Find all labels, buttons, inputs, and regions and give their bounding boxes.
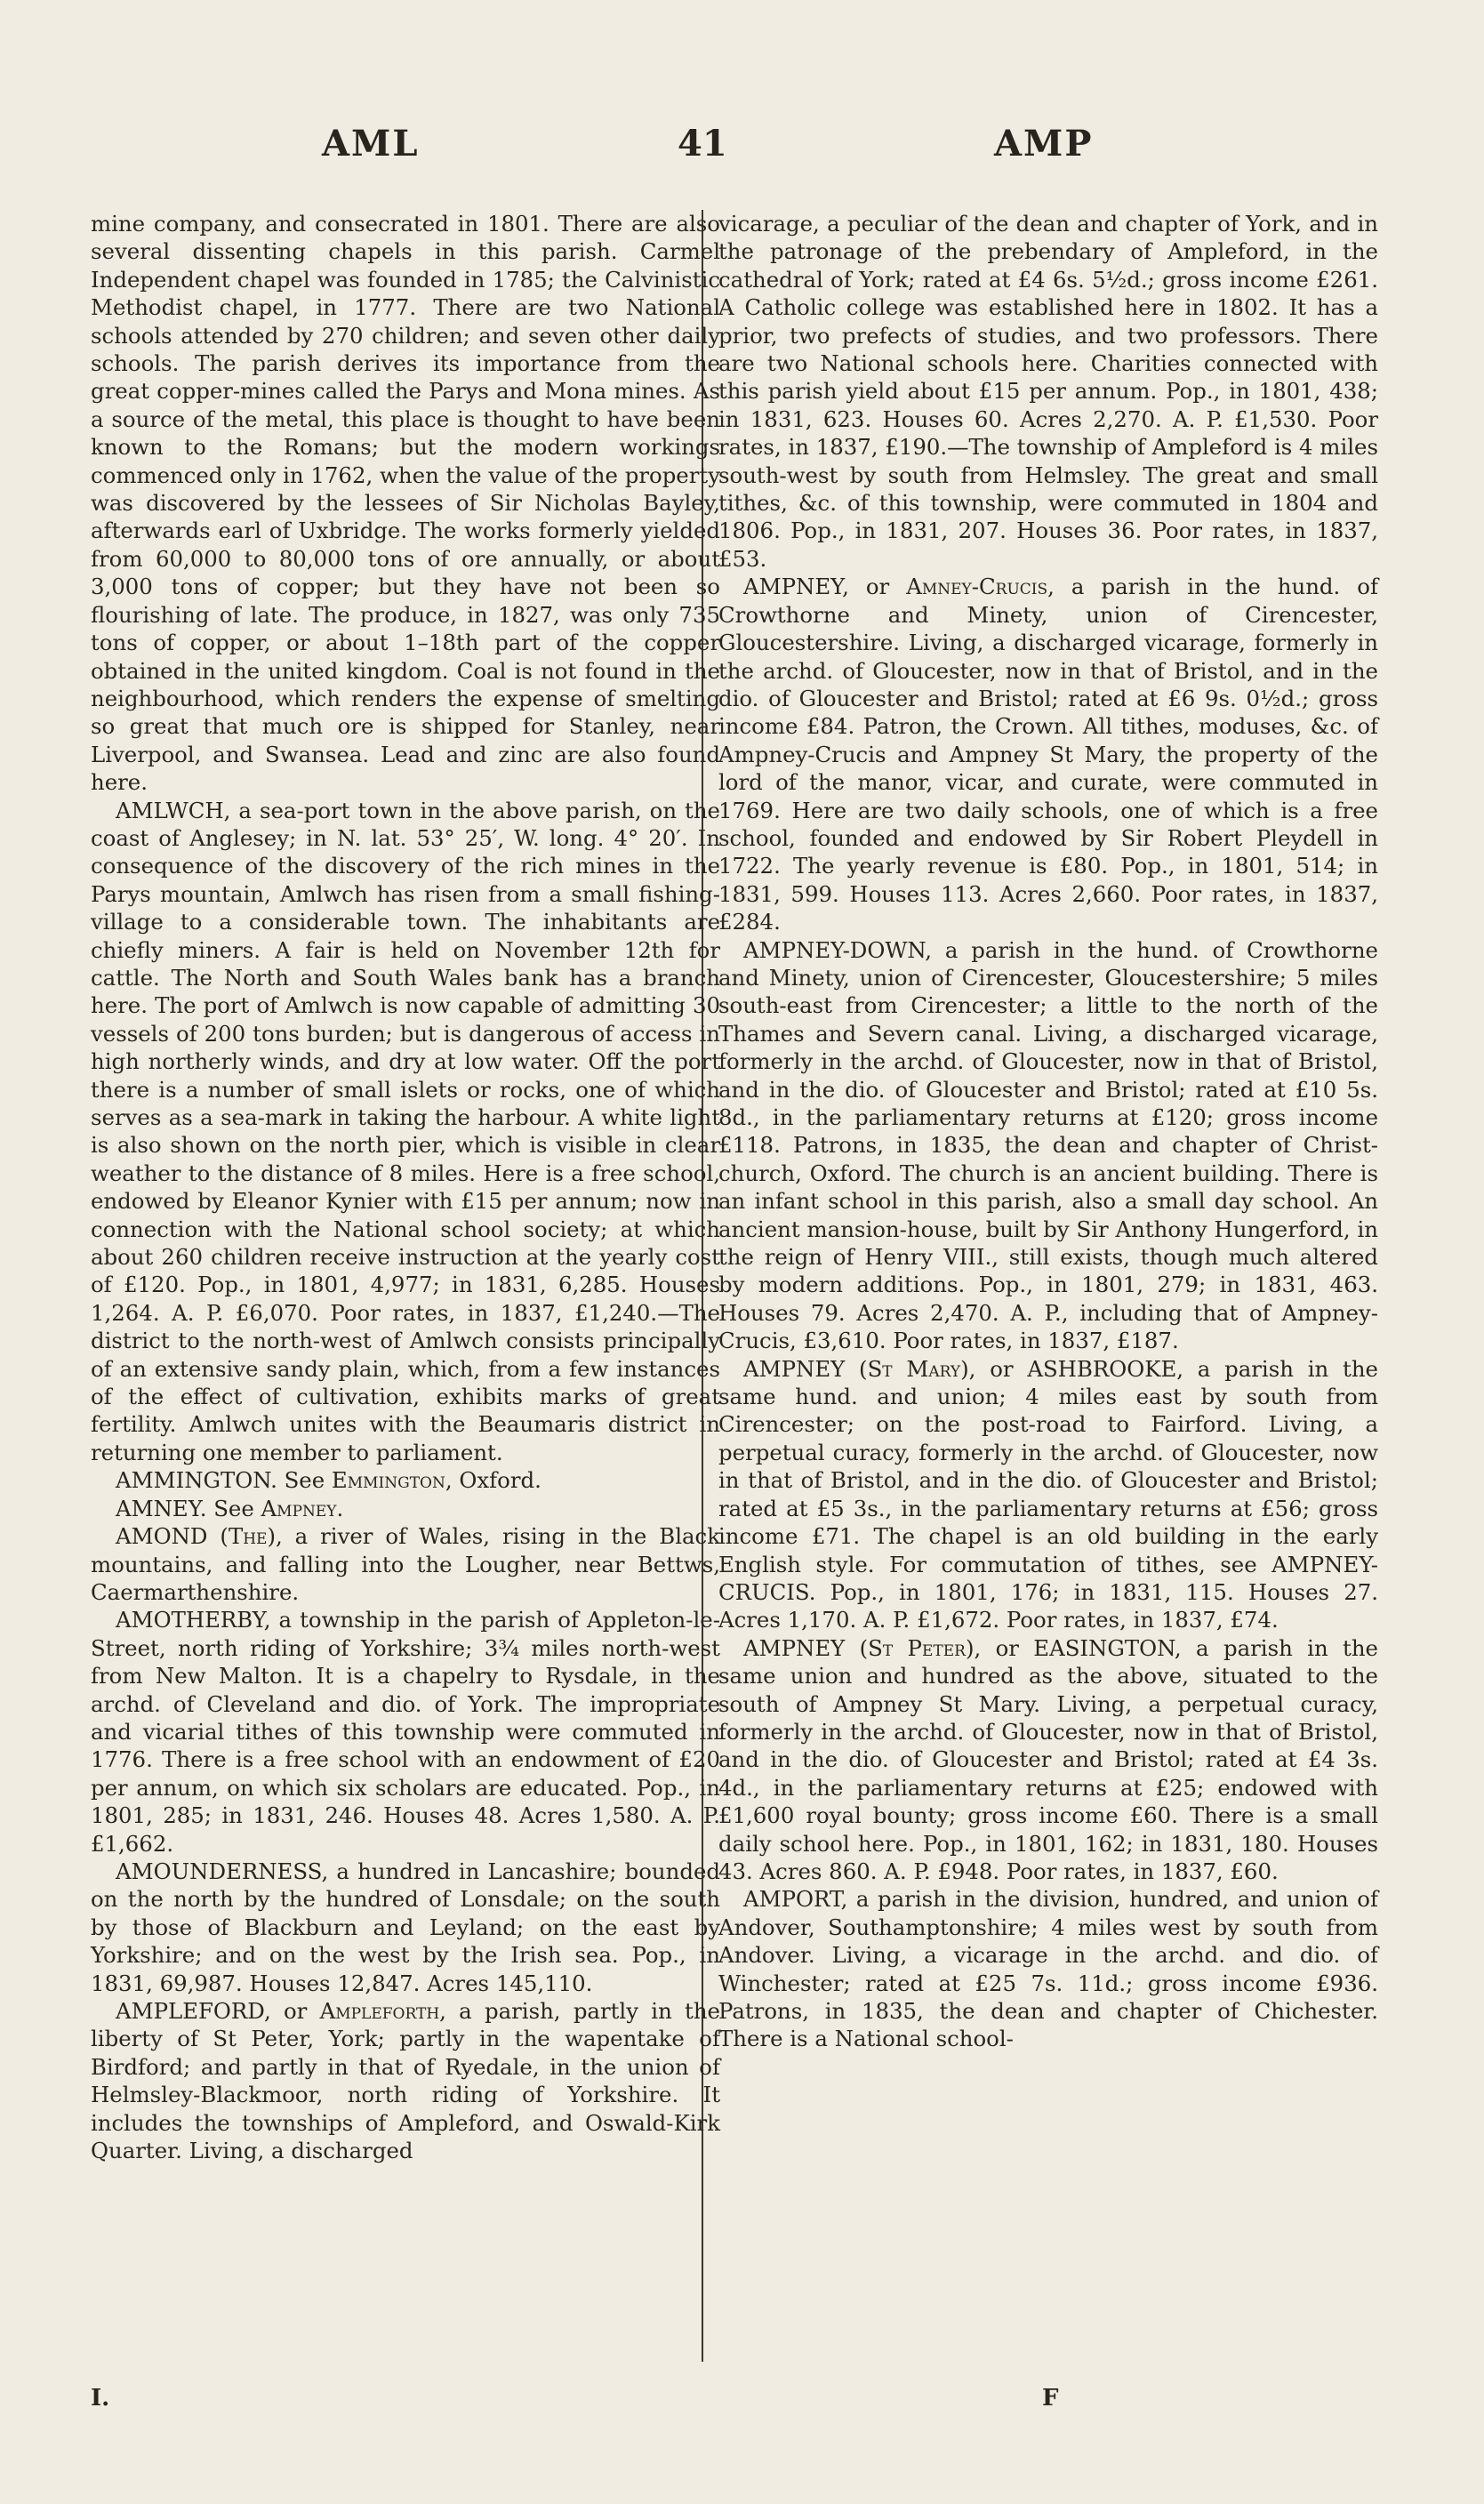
entry-headword: AMPLEFORD, (116, 1998, 271, 2024)
entry-joiner: or (848, 574, 907, 600)
entry-ampney (718, 573, 1378, 935)
entry-headword: AMLWCH, (116, 797, 231, 823)
entry-qualifier: St Mary (867, 1355, 961, 1382)
entry-amond (91, 1522, 720, 1606)
entry-headword: AMPNEY (743, 1634, 846, 1661)
entry-alt-name: Ampleforth, (319, 1998, 446, 2024)
entry-joiner: ( (845, 1355, 868, 1382)
entry-joiner: See (277, 1467, 332, 1494)
cross-reference: Ampney. (261, 1495, 344, 1521)
left-column (91, 210, 720, 2164)
entry-amotherby (91, 1606, 720, 1858)
entry-headword: AMMINGTON. (116, 1467, 277, 1494)
entry-joiner: ( (207, 1523, 229, 1550)
signature-mark-right: F (1042, 2385, 1059, 2412)
entry-amounderness (91, 1858, 720, 1997)
entry-amney (91, 1495, 720, 1522)
entry-qualifier: St Peter (868, 1634, 966, 1661)
entry-ampney-st-peter (718, 1634, 1378, 1886)
entry-headword: AMNEY. (116, 1495, 207, 1521)
entry-body: a hundred in Lancashire; bounded on the north by the hundred of Lonsdale; on the south by those of Blackburn and Leyland; on the east by Yorkshire; and on the west by the Irish sea. Pop., in 1831, 69,987. Houses 12,847. Acres 145,110. (91, 1858, 720, 1996)
continuation-paragraph: mine company, and consecrated in 1801. There are also several dissenting chapels in this parish. Carmel Independent chapel was founded in 1785; the Calvinistic Methodist chapel, in 1777. There are two National schools attended by 270 children; and seven other daily schools. The parish derives its importance from the great copper-mines called the Parys and Mona mines. As a source of the metal, this place is thought to have been known to the Romans; but the modern workings commenced only in 1762, when the value of the property was discovered by the lessees of Sir Nicholas Bayley, afterwards earl of Uxbridge. The works formerly yielded from 60,000 to 80,000 tons of ore annually, or about 3,000 tons of copper; but they have not been so flourishing of late. The produce, in 1827, was only 735 tons of copper, or about 1–18th part of the copper obtained in the united kingdom. Coal is not found in the neighbourhood, which renders the expense of smelting so great that much ore is shipped for Stanley, near Liverpool, and Swansea. Lead and zinc are also found here. (91, 211, 720, 796)
entry-body: a parish, partly in the liberty of St Peter, York; partly in the wapentake of Birdford; and partly in that of Ryedale, in the union of Helmsley-Blackmoor, north riding of Yorkshire. It includes the townships of Ampleford, and Oswald-Kirk Quarter. Living, a discharged (91, 1998, 720, 2164)
header-left-guide-word: AML (322, 123, 420, 165)
entry-body: Oxford. (452, 1467, 541, 1494)
right-column (718, 210, 1378, 2053)
signature-mark-left: I. (91, 2385, 110, 2412)
entry-amport (718, 1885, 1378, 2052)
entry-headword: AMPORT, (743, 1886, 848, 1913)
entry-body: ), a river of Wales, rising in the Black mountains, and falling into the Lougher, near Bettws, Caermarthenshire. (91, 1523, 720, 1605)
header-right-guide-word: AMP (994, 123, 1094, 165)
entry-ammington (91, 1466, 720, 1494)
cross-reference: Emmington, (331, 1467, 453, 1494)
continuation-paragraph: vicarage, a peculiar of the dean and chapter of York, and in the patronage of the prebendary of Ampleford, in the cathedral of York; rated at £4 6s. 5½d.; gross income £261. A Catholic college was established here in 1802. It has a prior, two prefects of studies, and two professors. There are two National schools here. Charities connected with this parish yield about £15 per annum. Pop., in 1801, 438; in 1831, 623. Houses 60. Acres 2,270. A. P. £1,530. Poor rates, in 1837, £190.—The township of Ampleford is 4 miles south-west by south from Helmsley. The great and small tithes, &c. of this township, were commuted in 1804 and 1806. Pop., in 1831, 207. Houses 36. Poor rates, in 1837, £53. (718, 211, 1378, 572)
entry-headword: AMPNEY (743, 1355, 846, 1382)
entry-joiner: See (206, 1495, 261, 1521)
page-number: 41 (678, 123, 727, 165)
entry-body: ), or EASINGTON, a parish in the same union and hundred as the above, situated to the south of Ampney St Mary. Living, a perpetual curacy, formerly in the archd. of Gloucester, now in that of Bristol, and in the dio. of Gloucester and Bristol; rated at £4 3s. 4d., in the parliamentary returns at £25; endowed with £1,600 royal bounty; gross income £60. There is a small daily school here. Pop., in 1801, 162; in 1831, 180. Houses 43. Acres 860. A. P. £948. Poor rates, in 1837, £60. (718, 1634, 1378, 1884)
entry-joiner: ( (845, 1634, 869, 1661)
entry-headword: AMPNEY, (743, 574, 849, 600)
entry-headword: AMOTHERBY, (116, 1607, 271, 1633)
entry-headword: AMPNEY-DOWN, (743, 936, 932, 963)
entry-ampney-down (718, 936, 1378, 1355)
entry-joiner: or (270, 1998, 320, 2024)
entry-amlwch (91, 797, 720, 1467)
entry-body: a sea-port town in the above parish, on the coast of Anglesey; in N. lat. 53° 25′, W. long. 4° 20′. In consequence of the discovery of the rich mines in the Parys mountain, Amlwch has risen from a small fishing-village to a considerable town. The inhabitants are chiefly miners. A fair is held on November 12th for cattle. The North and South Wales bank has a branch here. The port of Amlwch is now capable of admitting 30 vessels of 200 tons burden; but is dangerous of access in high northerly winds, and dry at low water. Off the port there is a number of small islets or rocks, one of which serves as a sea-mark in taking the harbour. A white light is also shown on the north pier, which is visible in clear weather to the distance of 8 miles. Here is a free school, endowed by Eleanor Kynier with £15 per annum; now in connection with the National school society; at which about 260 children receive instruction at the yearly cost of £120. Pop., in 1801, 4,977; in 1831, 6,285. Houses 1,264. A. P. £6,070. Poor rates, in 1837, £1,240.—The district to the north-west of Amlwch consists principally of an extensive sandy plain, which, from a few instances of the effect of cultivation, exhibits marks of great fertility. Amlwch unites with the Beaumaris district in returning one member to parliament. (91, 797, 720, 1465)
entry-body: a parish in the hund. of Crowthorne and Minety, union of Cirencester, Gloucestershire. Living, a discharged vicarage, formerly in the archd. of Gloucester, now in that of Bristol, and in the dio. of Gloucester and Bristol; rated at £6 9s. 0½d.; gross income £84. Patron, the Crown. All tithes, moduses, &c. of Ampney-Crucis and Ampney St Mary, the property of the lord of the manor, vicar, and curate, were commuted in 1769. Here are two daily schools, one of which is a free school, founded and endowed by Sir Robert Pleydell in 1722. The yearly revenue is £80. Pop., in 1801, 514; in 1831, 599. Houses 113. Acres 2,660. Poor rates, in 1837, £284. (718, 574, 1378, 935)
entry-ampleford (91, 1997, 720, 2164)
entry-body: a parish in the hund. of Crowthorne and Minety, union of Cirencester, Gloucestershire; 5 miles south-east from Cirencester; a little to the north of the Thames and Severn canal. Living, a discharged vicarage, formerly in the archd. of Gloucester, now in that of Bristol, and in the dio. of Gloucester and Bristol; rated at £10 5s. 8d., in the parliamentary returns at £120; gross income £118. Patrons, in 1835, the dean and chapter of Christ-church, Oxford. The church is an ancient building. There is an infant school in this parish, also a small day school. An ancient mansion-house, built by Sir Anthony Hungerford, in the reign of Henry VIII., still exists, though much altered by modern additions. Pop., in 1801, 279; in 1831, 463. Houses 79. Acres 2,470. A. P., including that of Ampney-Crucis, £3,610. Poor rates, in 1837, £187. (718, 936, 1378, 1354)
entry-qualifier: The (228, 1523, 268, 1550)
entry-headword: AMOUNDERNESS, (116, 1858, 329, 1884)
entry-headword: AMOND (116, 1523, 208, 1550)
entry-alt-name: Amney-Crucis, (906, 574, 1055, 600)
running-header (0, 123, 1484, 185)
entry-body: a township in the parish of Appleton-le-Street, north riding of Yorkshire; 3¾ miles north-west from New Malton. It is a chapelry to Rysdale, in the archd. of Cleveland and dio. of York. The impropriate and vicarial tithes of this township were commuted in 1776. There is a free school with an endowment of £20 per annum, on which six scholars are educated. Pop., in 1801, 285; in 1831, 246. Houses 48. Acres 1,580. A. P. £1,662. (91, 1607, 720, 1857)
entry-body: a parish in the division, hundred, and union of Andover, Southamptonshire; 4 miles west by south from Andover. Living, a vicarage in the archd. and dio. of Winchester; rated at £25 7s. 11d.; gross income £936. Patrons, in 1835, the dean and chapter of Chichester. There is a National school- (718, 1886, 1378, 2052)
entry-ampney-st-mary (718, 1355, 1378, 1634)
entry-body: ), or ASHBROOKE, a parish in the same hund. and union; 4 miles east by south from Cirencester; on the post-road to Fairford. Living, a perpetual curacy, formerly in the archd. of Gloucester, now in that of Bristol, and in the dio. of Gloucester and Bristol; rated at £5 3s., in the parliamentary returns at £56; gross income £71. The chapel is an old building in the early English style. For commutation of tithes, see AMPNEY-CRUCIS. Pop., in 1801, 176; in 1831, 115. Houses 27. Acres 1,170. A. P. £1,672. Poor rates, in 1837, £74. (718, 1355, 1378, 1633)
